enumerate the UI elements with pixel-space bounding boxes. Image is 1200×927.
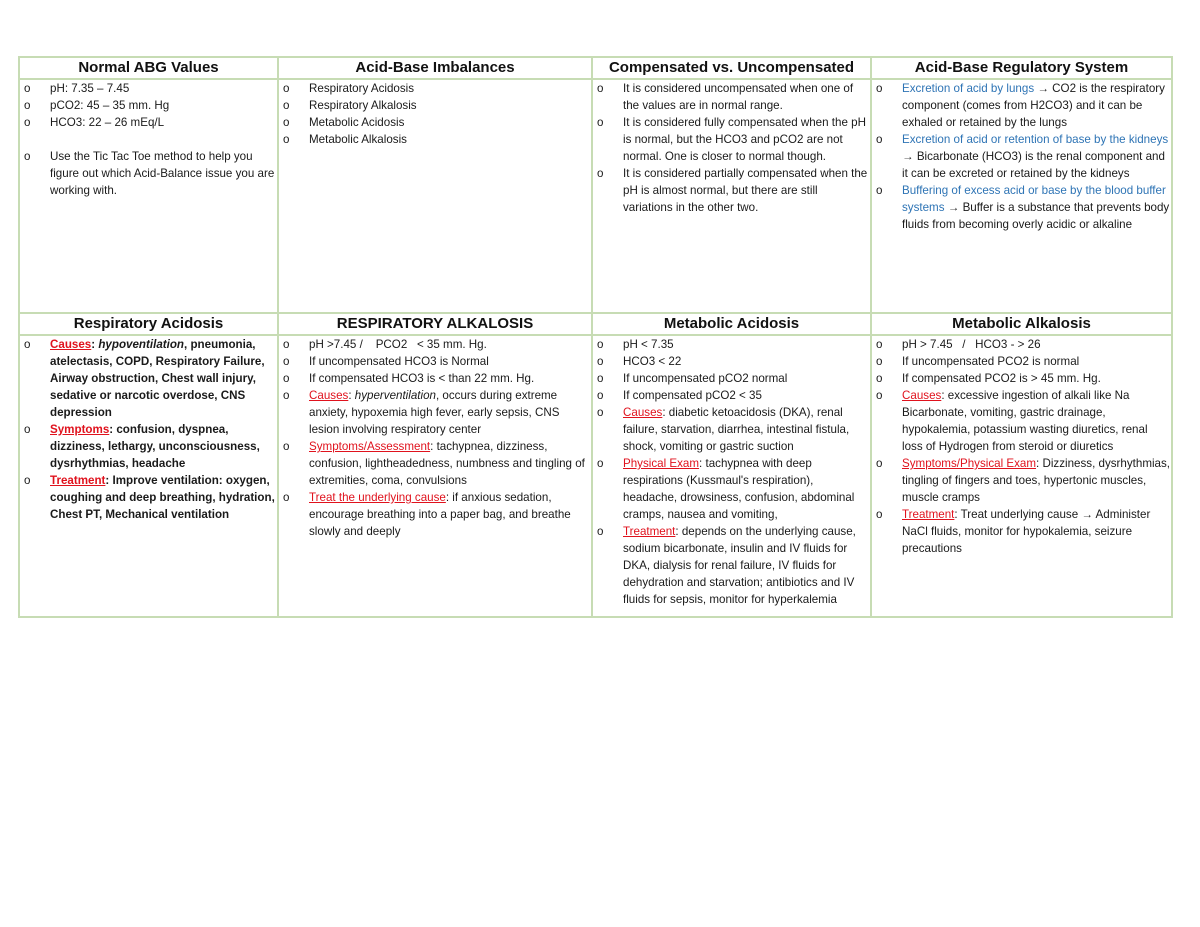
- lungs-text: CO2 is the respiratory component (comes from H2CO3) and it can be exhaled or retained by the lungs: [902, 82, 1165, 129]
- list-item: o Respiratory Alkalosis: [279, 97, 591, 114]
- list-item: [20, 472, 277, 523]
- causes-label: Causes: [309, 389, 349, 402]
- treatment-label: Treatment: [902, 508, 955, 521]
- list-item: o pH < 7.35: [593, 336, 870, 353]
- symptoms-text: : Dizziness, dysrhythmias, tingling of fingers and toes, hypertonic muscles, muscle cramps: [902, 457, 1171, 504]
- kidneys-text: Bicarbonate (HCO3) is the renal component and it can be excreted or retained by the kidneys: [902, 150, 1165, 180]
- acid-base-imbalances-header: Acid-Base Imbalances: [278, 57, 592, 79]
- list-item: o If compensated HCO3 is < than 22 mm. Hg.: [279, 370, 591, 387]
- list-item: o pH > 7.45 / HCO3 - > 26: [872, 336, 1171, 353]
- compensated-header: Compensated vs. Uncompensated: [592, 57, 871, 79]
- list-item: [872, 506, 1171, 557]
- lungs-label: Excretion of acid by lungs: [902, 82, 1035, 95]
- content-row-1: [19, 79, 1172, 313]
- list-item: o Causes: hyperventilation, occurs during extreme anxiety, hypoxemia high fever, early sepsis, CNS lesion involving respiratory center: [279, 387, 591, 438]
- buffer-text: Buffer is a substance that prevents body fluids from becoming overly acidic or alkaline: [902, 201, 1170, 231]
- met-alkalosis-list: [872, 336, 1171, 557]
- list-item: [872, 182, 1171, 233]
- imbalances-cell: [278, 79, 592, 313]
- imbalances-list: [279, 80, 591, 148]
- causes-text: , occurs during extreme anxiety, hypoxemia high fever, early sepsis, CNS lesion involving respiratory center: [309, 389, 560, 436]
- treatment-label: Treatment: [623, 525, 676, 538]
- list-item: o Causes: hypoventilation, pneumonia, atelectasis, COPD, Respiratory Failure, Airway obstruction, Chest wall injury, sedative or narcotic overdose, CNS depression: [20, 336, 277, 421]
- treatment-text: : depends on the underlying cause, sodium bicarbonate, insulin and IV fluids for DKA, dialysis for renal failure, IV fluids for dehydration and starvation; antibiotics and IV fluids for sepsis, monitor for hyperkalemia: [623, 525, 856, 606]
- resp-alkalosis-header: RESPIRATORY ALKALOSIS: [278, 313, 592, 335]
- list-item: o Use the Tic Tac Toe method to help you figure out which Acid-Balance issue you are working with.: [20, 148, 277, 199]
- regulatory-list: [872, 80, 1171, 233]
- met-acidosis-cell: [592, 335, 871, 617]
- list-item: o It is considered fully compensated when the pH is normal, but the HCO3 and pCO2 are not normal. One is closer to normal though.: [593, 114, 870, 165]
- compensated-cell: [592, 79, 871, 313]
- list-item: [872, 80, 1171, 131]
- buffer-label: Buffering of excess acid or base by the blood buffer systems: [902, 184, 1166, 214]
- causes-label: Causes: [623, 406, 663, 419]
- abg-reference-table: [18, 56, 1173, 618]
- arrow-right-icon: →: [947, 201, 960, 214]
- list-item: o It is considered uncompensated when one of the values are in normal range.: [593, 80, 870, 114]
- symptoms-text: : confusion, dyspnea, dizziness, lethargy, unconsciousness, dysrhythmias, headache: [50, 423, 260, 470]
- compensated-list: [593, 80, 870, 216]
- list-item: [872, 131, 1171, 182]
- met-alkalosis-cell: [871, 335, 1172, 617]
- exam-label: Physical Exam: [623, 457, 700, 470]
- list-item: [20, 421, 277, 472]
- list-item: o If compensated pCO2 < 35: [593, 387, 870, 404]
- resp-alkalosis-cell: [278, 335, 592, 617]
- list-item: o HCO3: 22 – 26 mEq/L: [20, 114, 277, 131]
- list-item: [593, 523, 870, 608]
- header-row-1: [19, 57, 1172, 79]
- list-item: o Respiratory Acidosis: [279, 80, 591, 97]
- content-row-2: [19, 335, 1172, 617]
- list-item: [872, 387, 1171, 455]
- causes-italic: hypoventilation: [98, 338, 185, 351]
- treatment-text: : Improve ventilation: oxygen, coughing and deep breathing, hydration, Chest PT, Mechanical ventilation: [50, 474, 275, 521]
- list-item: o If compensated PCO2 is > 45 mm. Hg.: [872, 370, 1171, 387]
- resp-alkalosis-list: [279, 336, 591, 540]
- treatment-label: Treatment: [50, 474, 106, 487]
- arrow-right-icon: →: [1081, 508, 1093, 521]
- causes-italic: hyperventilation: [354, 389, 436, 402]
- causes-label: Causes: [50, 338, 92, 351]
- list-item: [593, 455, 870, 523]
- treat-text: : if anxious sedation, encourage breathing into a paper bag, and breathe slowly and deeply: [309, 491, 571, 538]
- list-item: [593, 404, 870, 455]
- treat-label: Treat the underlying cause: [309, 491, 446, 504]
- met-alkalosis-header: Metabolic Alkalosis: [871, 313, 1172, 335]
- list-item: o pH >7.45 / PCO2 < 35 mm. Hg.: [279, 336, 591, 353]
- symptoms-text: : tachypnea, dizziness, confusion, lightheadedness, numbness and tingling of extremities, coma, convulsions: [309, 440, 585, 487]
- list-item: o If uncompensated pCO2 normal: [593, 370, 870, 387]
- list-item: o pCO2: 45 – 35 mm. Hg: [20, 97, 277, 114]
- list-item: [279, 489, 591, 540]
- kidneys-label: Excretion of acid or retention of base by the kidneys: [902, 133, 1169, 146]
- list-item: o pH: 7.35 – 7.45: [20, 80, 277, 97]
- treatment-text-2: Administer NaCl fluids, monitor for hypokalemia, seizure precautions: [902, 508, 1151, 555]
- resp-acidosis-cell: [19, 335, 278, 617]
- list-item: o Metabolic Acidosis: [279, 114, 591, 131]
- causes-text: , pneumonia, atelectasis, COPD, Respiratory Failure, Airway obstruction, Chest wall injury, sedative or narcotic overdose, CNS depression: [50, 338, 265, 419]
- resp-acidosis-header: Respiratory Acidosis: [19, 313, 278, 335]
- list-item: o HCO3 < 22: [593, 353, 870, 370]
- treatment-text: : Treat underlying cause: [954, 508, 1082, 521]
- list-item: o If uncompensated HCO3 is Normal: [279, 353, 591, 370]
- header-row-2: [19, 313, 1172, 335]
- list-item: o Metabolic Alkalosis: [279, 131, 591, 148]
- causes-text: : excessive ingestion of alkali like Na Bicarbonate, vomiting, gastric drainage, hypokalemia, potassium wasting diuretics, renal loss of Hydrogen from steroid or diuretics: [902, 389, 1148, 453]
- list-item: [279, 438, 591, 489]
- symptoms-label: Symptoms/Assessment: [309, 440, 431, 453]
- normal-abg-list: [20, 80, 277, 199]
- arrow-right-icon: →: [902, 150, 914, 163]
- normal-abg-cell: [19, 79, 278, 313]
- symptoms-label: Symptoms: [50, 423, 110, 436]
- regulatory-system-header: Acid-Base Regulatory System: [871, 57, 1172, 79]
- normal-abg-header: Normal ABG Values: [19, 57, 278, 79]
- regulatory-cell: [871, 79, 1172, 313]
- resp-acidosis-list: [20, 336, 277, 523]
- met-acidosis-header: Metabolic Acidosis: [592, 313, 871, 335]
- causes-text: : diabetic ketoacidosis (DKA), renal failure, starvation, diarrhea, intestinal fistula, shock, vomiting or gastric suction: [623, 406, 850, 453]
- met-acidosis-list: [593, 336, 870, 608]
- arrow-right-icon: →: [1037, 82, 1049, 95]
- list-item: o If uncompensated PCO2 is normal: [872, 353, 1171, 370]
- list-item: o It is considered partially compensated when the pH is almost normal, but there are still variations in the other two.: [593, 165, 870, 216]
- exam-text: : tachypnea with deep respirations (Kussmaul's respiration), headache, drowsiness, confusion, abdominal cramps, nausea and vomiting,: [623, 457, 855, 521]
- symptoms-label: Symptoms/Physical Exam: [902, 457, 1037, 470]
- causes-label: Causes: [902, 389, 942, 402]
- list-item: [872, 455, 1171, 506]
